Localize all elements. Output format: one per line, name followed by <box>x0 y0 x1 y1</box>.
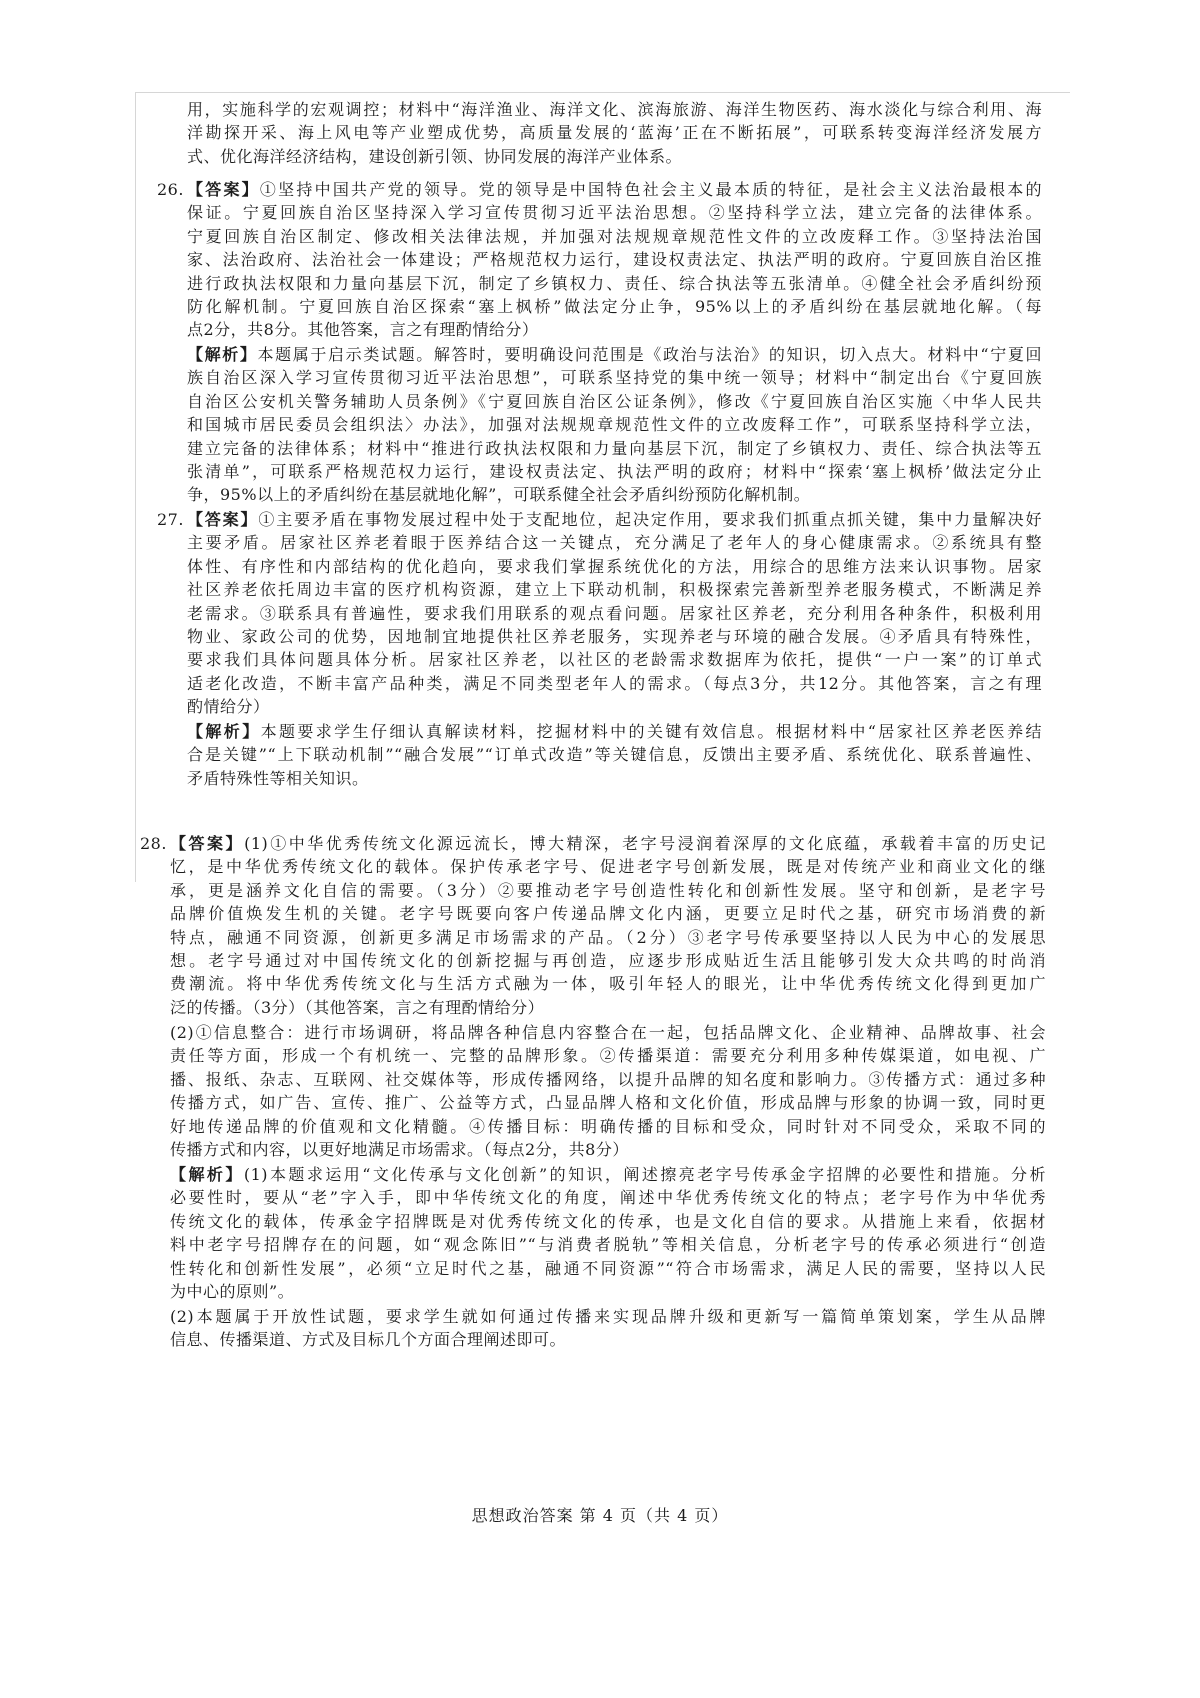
text-line: ①主要矛盾在事物发展过程中处于支配地位，起决定作用，要求我们抓重点抓关键，集中力量解决好 <box>258 510 1042 529</box>
scan-edge-left <box>135 92 136 882</box>
q26-analysis <box>187 343 1042 507</box>
answer-label: 【答案】 <box>187 180 260 199</box>
text-line: 洋勘探开采、海上风电等产业塑成优势，高质量发展的‘蓝海’正在不断拓展”，可联系转变海洋经济发展方 <box>187 123 1042 143</box>
text-line: 自治区公安机关警务辅助人员条例》《宁夏回族自治区公证条例》，修改《宁夏回族自治区实施〈中华人民共 <box>187 391 1042 411</box>
q28-answer <box>170 832 1046 1019</box>
q28-analysis-part2 <box>170 1305 1046 1352</box>
scan-edge-top <box>135 92 1070 93</box>
text-line: 族自治区深入学习宣传贯彻习近平法治思想”，可联系坚持党的集中统一领导；材料中“制定出台《宁夏回族 <box>187 368 1042 388</box>
text-line: (2)本题属于开放性试题，要求学生就如何通过传播来实现品牌升级和更新写一篇简单策划案，学生从品牌 <box>170 1307 1046 1326</box>
text-line: ①坚持中国共产党的领导。党的领导是中国特色社会主义最本质的特征，是社会主义法治最根本的 <box>259 180 1042 199</box>
text-line: 矛盾特殊性等相关知识。 <box>187 768 369 788</box>
q28-answer-part2 <box>170 1021 1046 1161</box>
text-line: 体性、有序性和内部结构的优化趋向，要求我们掌握系统优化的方法，用综合的思维方法来认识事物。居家 <box>187 556 1042 576</box>
text-line: 播、报纸、杂志、互联网、社交媒体等，形成传播网络，以提升品牌的知名度和影响力。③传播方式：通过多种 <box>170 1069 1046 1089</box>
answer-label: 【答案】 <box>187 510 259 529</box>
text-line: 合是关键”“上下联动机制”“融合发展”“订单式改造”等关键信息，反馈出主要矛盾、系统优化、联系普遍性、 <box>187 745 1042 765</box>
text-line: 费潮流。将中华优秀传统文化与生活方式融为一体，吸引年轻人的眼光，让中华优秀传统文化得到更加广 <box>170 974 1046 994</box>
text-line: 本题要求学生仔细认真解读材料，挖掘材料中的关键有效信息。根据材料中“居家社区养老医养结 <box>260 722 1042 741</box>
text-line: 信息、传播渠道、方式及目标几个方面合理阐述即可。 <box>170 1330 567 1350</box>
text-line: 用，实施科学的宏观调控；材料中“海洋渔业、海洋文化、滨海旅游、海洋生物医药、海水淡化与综合利用、海 <box>187 100 1042 119</box>
text-line: 性转化和创新性发展”，必须“立足时代之基，融通不同资源”“符合市场需求，满足人民的需要，坚持以人民 <box>170 1258 1046 1278</box>
text-line: 式、优化海洋经济结构，建设创新引领、协同发展的海洋产业体系。 <box>187 146 683 166</box>
text-line: 责任等方面，形成一个有机统一、完整的品牌形象。②传播渠道：需要充分利用多种传媒渠道，如电视、广 <box>170 1046 1046 1066</box>
text-line: 和国城市居民委员会组织法〉办法》，加强对法规规章规范性文件的立改废释工作”，可联系坚持科学立法， <box>187 415 1042 435</box>
text-line: 特点，融通不同资源，创新更多满足市场需求的产品。（2分）③老字号传承要坚持以人民为中心的发展思 <box>170 927 1046 947</box>
text-line: 本题属于启示类试题。解答时，要明确设问范围是《政治与法治》的知识，切入点大。材料中“宁夏回 <box>257 345 1042 364</box>
q26-answer <box>187 178 1042 342</box>
text-line: 想。老字号通过对中国传统文化的创新挖掘与再创造，应逐步形成贴近生活且能够引发大众共鸣的时尚消 <box>170 951 1046 971</box>
answer-label: 【答案】 <box>170 834 245 853</box>
q28-number: 28. <box>140 834 167 853</box>
text-line: 物业、家政公司的优势，因地制宜地提供社区养老服务，实现养老与环境的融合发展。④矛盾具有特殊性， <box>187 627 1042 647</box>
q27-answer <box>187 508 1042 719</box>
text-line: (2)①信息整合：进行市场调研，将品牌各种信息内容整合在一起，包括品牌文化、企业精神、品牌故事、社会 <box>170 1023 1046 1042</box>
text-line: 忆，是中华优秀传统文化的载体。保护传承老字号、促进老字号创新发展，既是对传统产业和商业文化的继 <box>170 857 1046 877</box>
text-line: (1)①中华优秀传统文化源远流长，博大精深，老字号浸润着深厚的文化底蕴，承载着丰富的历史记 <box>244 834 1046 853</box>
text-line: (1)本题求运用“文化传承与文化创新”的知识，阐述擦亮老字号传承金字招牌的必要性和措施。分析 <box>243 1165 1046 1184</box>
text-line: 传播方式，如广告、宣传、推广、公益等方式，凸显品牌人格和文化价值，形成品牌与形象的协调一致，同时更 <box>170 1093 1046 1113</box>
text-line: 建立完备的法律体系；材料中“推进行政执法权限和力量向基层下沉，制定了乡镇权力、责任、综合执法等五 <box>187 438 1042 458</box>
text-line: 为中心的原则”。 <box>170 1282 295 1302</box>
text-line: 进行政执法权限和力量向基层下沉，制定了乡镇权力、责任、综合执法等五张清单。④健全社会矛盾纠纷预 <box>187 273 1042 293</box>
text-line: 争，95%以上的矛盾纠纷在基层就地化解”，可联系健全社会矛盾纠纷预防化解机制。 <box>187 485 811 505</box>
text-line: 点2分，共8分。其他答案，言之有理酌情给分） <box>187 320 539 340</box>
text-line: 保证。宁夏回族自治区坚持深入学习宣传贯彻习近平法治思想。②坚持科学立法，建立完备的法律体系。 <box>187 203 1042 223</box>
q26-number: 26. <box>157 180 184 199</box>
text-line: 老需求。③联系具有普遍性，要求我们用联系的观点看问题。居家社区养老，充分利用各种条件，积极利用 <box>187 603 1042 623</box>
text-line: 主要矛盾。居家社区养老着眼于医养结合这一关键点，充分满足了老年人的身心健康需求。②系统具有整 <box>187 533 1042 553</box>
analysis-label: 【解析】 <box>187 722 261 741</box>
text-line: 防化解机制。宁夏回族自治区探索“塞上枫桥”做法定分止争，95%以上的矛盾纠纷在基层就地化解。（每 <box>187 297 1042 317</box>
q27-number: 27. <box>157 510 184 529</box>
q28-analysis <box>170 1163 1046 1303</box>
text-line: 家、法治政府、法治社会一体建设；严格规范权力运行，建设权责法定、执法严明的政府。宁夏回族自治区推 <box>187 250 1042 270</box>
text-line: 社区养老依托周边丰富的医疗机构资源，建立上下联动机制，积极探索完善新型养老服务模式，不断满足养 <box>187 580 1042 600</box>
text-line: 承，更是涵养文化自信的需要。（3分）②要推动老字号创造性转化和创新性发展。坚守和创新，是老字号 <box>170 880 1046 900</box>
page-footer: 思想政治答案 第 4 页（共 4 页） <box>471 1506 729 1525</box>
text-line: 宁夏回族自治区制定、修改相关法律法规，并加强对法规规章规范性文件的立改废释工作。③坚持法治国 <box>187 226 1042 246</box>
text-line: 适老化改造，不断丰富产品种类，满足不同类型老年人的需求。（每点3分，共12分。其他答案，言之有理 <box>187 673 1042 693</box>
q25-continuation <box>187 98 1042 168</box>
text-line: 泛的传播。（3分）（其他答案，言之有理酌情给分） <box>170 997 545 1017</box>
text-line: 传播方式和内容，以更好地满足市场需求。（每点2分，共8分） <box>170 1140 629 1160</box>
analysis-label: 【解析】 <box>187 345 258 364</box>
text-line: 要求我们具体问题具体分析。居家社区养老，以社区的老龄需求数据库为依托，提供“一户一案”的订单式 <box>187 650 1042 670</box>
text-line: 张清单”，可联系严格规范权力运行，建设权责法定、执法严明的政府；材料中“探索‘塞上枫桥’做法定分止 <box>187 462 1042 482</box>
analysis-label: 【解析】 <box>170 1165 244 1184</box>
q27-analysis <box>187 720 1042 790</box>
text-line: 品牌价值焕发生机的关键。老字号既要向客户传递品牌文化内涵，更要立足时代之基，研究市场消费的新 <box>170 904 1046 924</box>
text-line: 传统文化的载体，传承金字招牌既是对优秀传统文化的传承，也是文化自信的要求。从措施上来看，依据材 <box>170 1211 1046 1231</box>
text-line: 必要性时，要从“老”字入手，即中华传统文化的角度，阐述中华优秀传统文化的特点；老字号作为中华优秀 <box>170 1188 1046 1208</box>
text-line: 好地传递品牌的价值观和文化精髓。④传播目标：明确传播的目标和受众，同时针对不同受众，采取不同的 <box>170 1116 1046 1136</box>
text-line: 料中老字号招牌存在的问题，如“观念陈旧”“与消费者脱轨”等相关信息，分析老字号的传承必须进行“创造 <box>170 1235 1046 1255</box>
text-line: 酌情给分） <box>187 697 270 717</box>
